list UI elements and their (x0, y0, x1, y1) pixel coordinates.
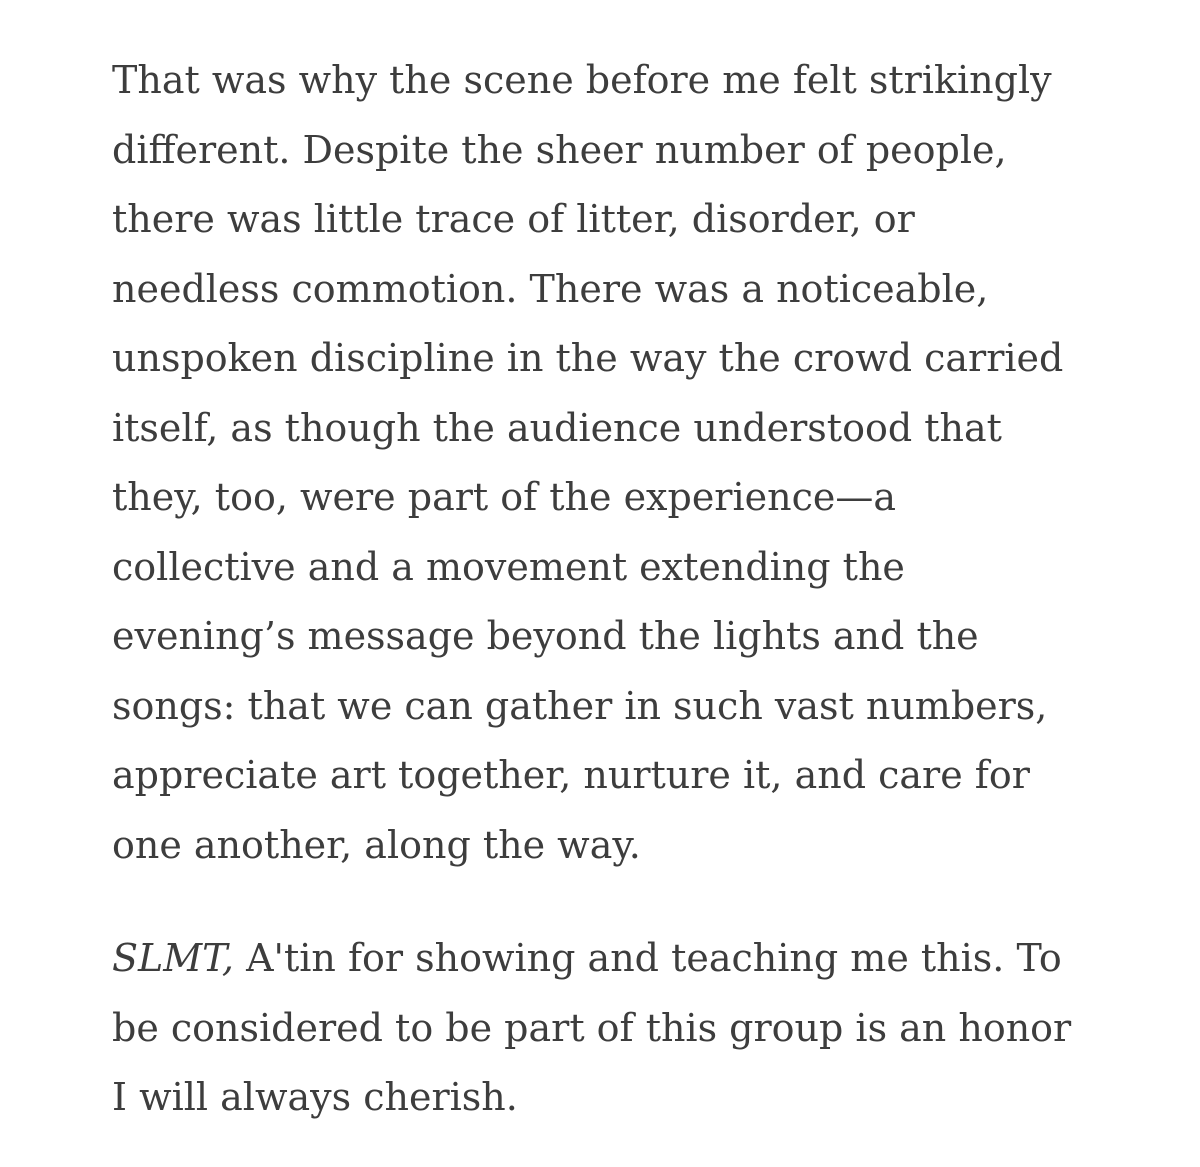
paragraph-1 (112, 46, 1112, 880)
text-line: be considered to be part of this group is an honor (112, 1005, 1072, 1050)
text-run: A'tin for showing and teaching me this. To (234, 936, 1062, 980)
text-line: That was why the scene before me felt strikingly (112, 58, 1052, 102)
italic-emphasis: SLMT, (112, 936, 235, 980)
text-line: one another, along the way. (112, 822, 641, 867)
text-line: appreciate art together, nurture it, and care for (112, 753, 1030, 797)
text-line: evening’s message beyond the lights and the (112, 614, 979, 658)
text-line: collective and a movement extending the (112, 544, 905, 589)
text-line: itself, as though the audience understood that (112, 405, 1002, 450)
text-line: songs: that we can gather in such vast numbers, (112, 683, 1048, 728)
text-line: they, too, were part of the experience—a (112, 475, 897, 519)
text-line: I will always cherish. (112, 1075, 518, 1119)
text-line: there was little trace of litter, disorder, or (112, 197, 915, 241)
paragraph-2 (112, 924, 1112, 1133)
text-line: needless commotion. There was a noticeable, (112, 266, 989, 311)
article-body (112, 46, 1112, 1133)
text-line: different. Despite the sheer number of people, (112, 127, 1007, 172)
text-line (112, 924, 1112, 994)
text-line: unspoken discipline in the way the crowd carried (112, 336, 1064, 380)
